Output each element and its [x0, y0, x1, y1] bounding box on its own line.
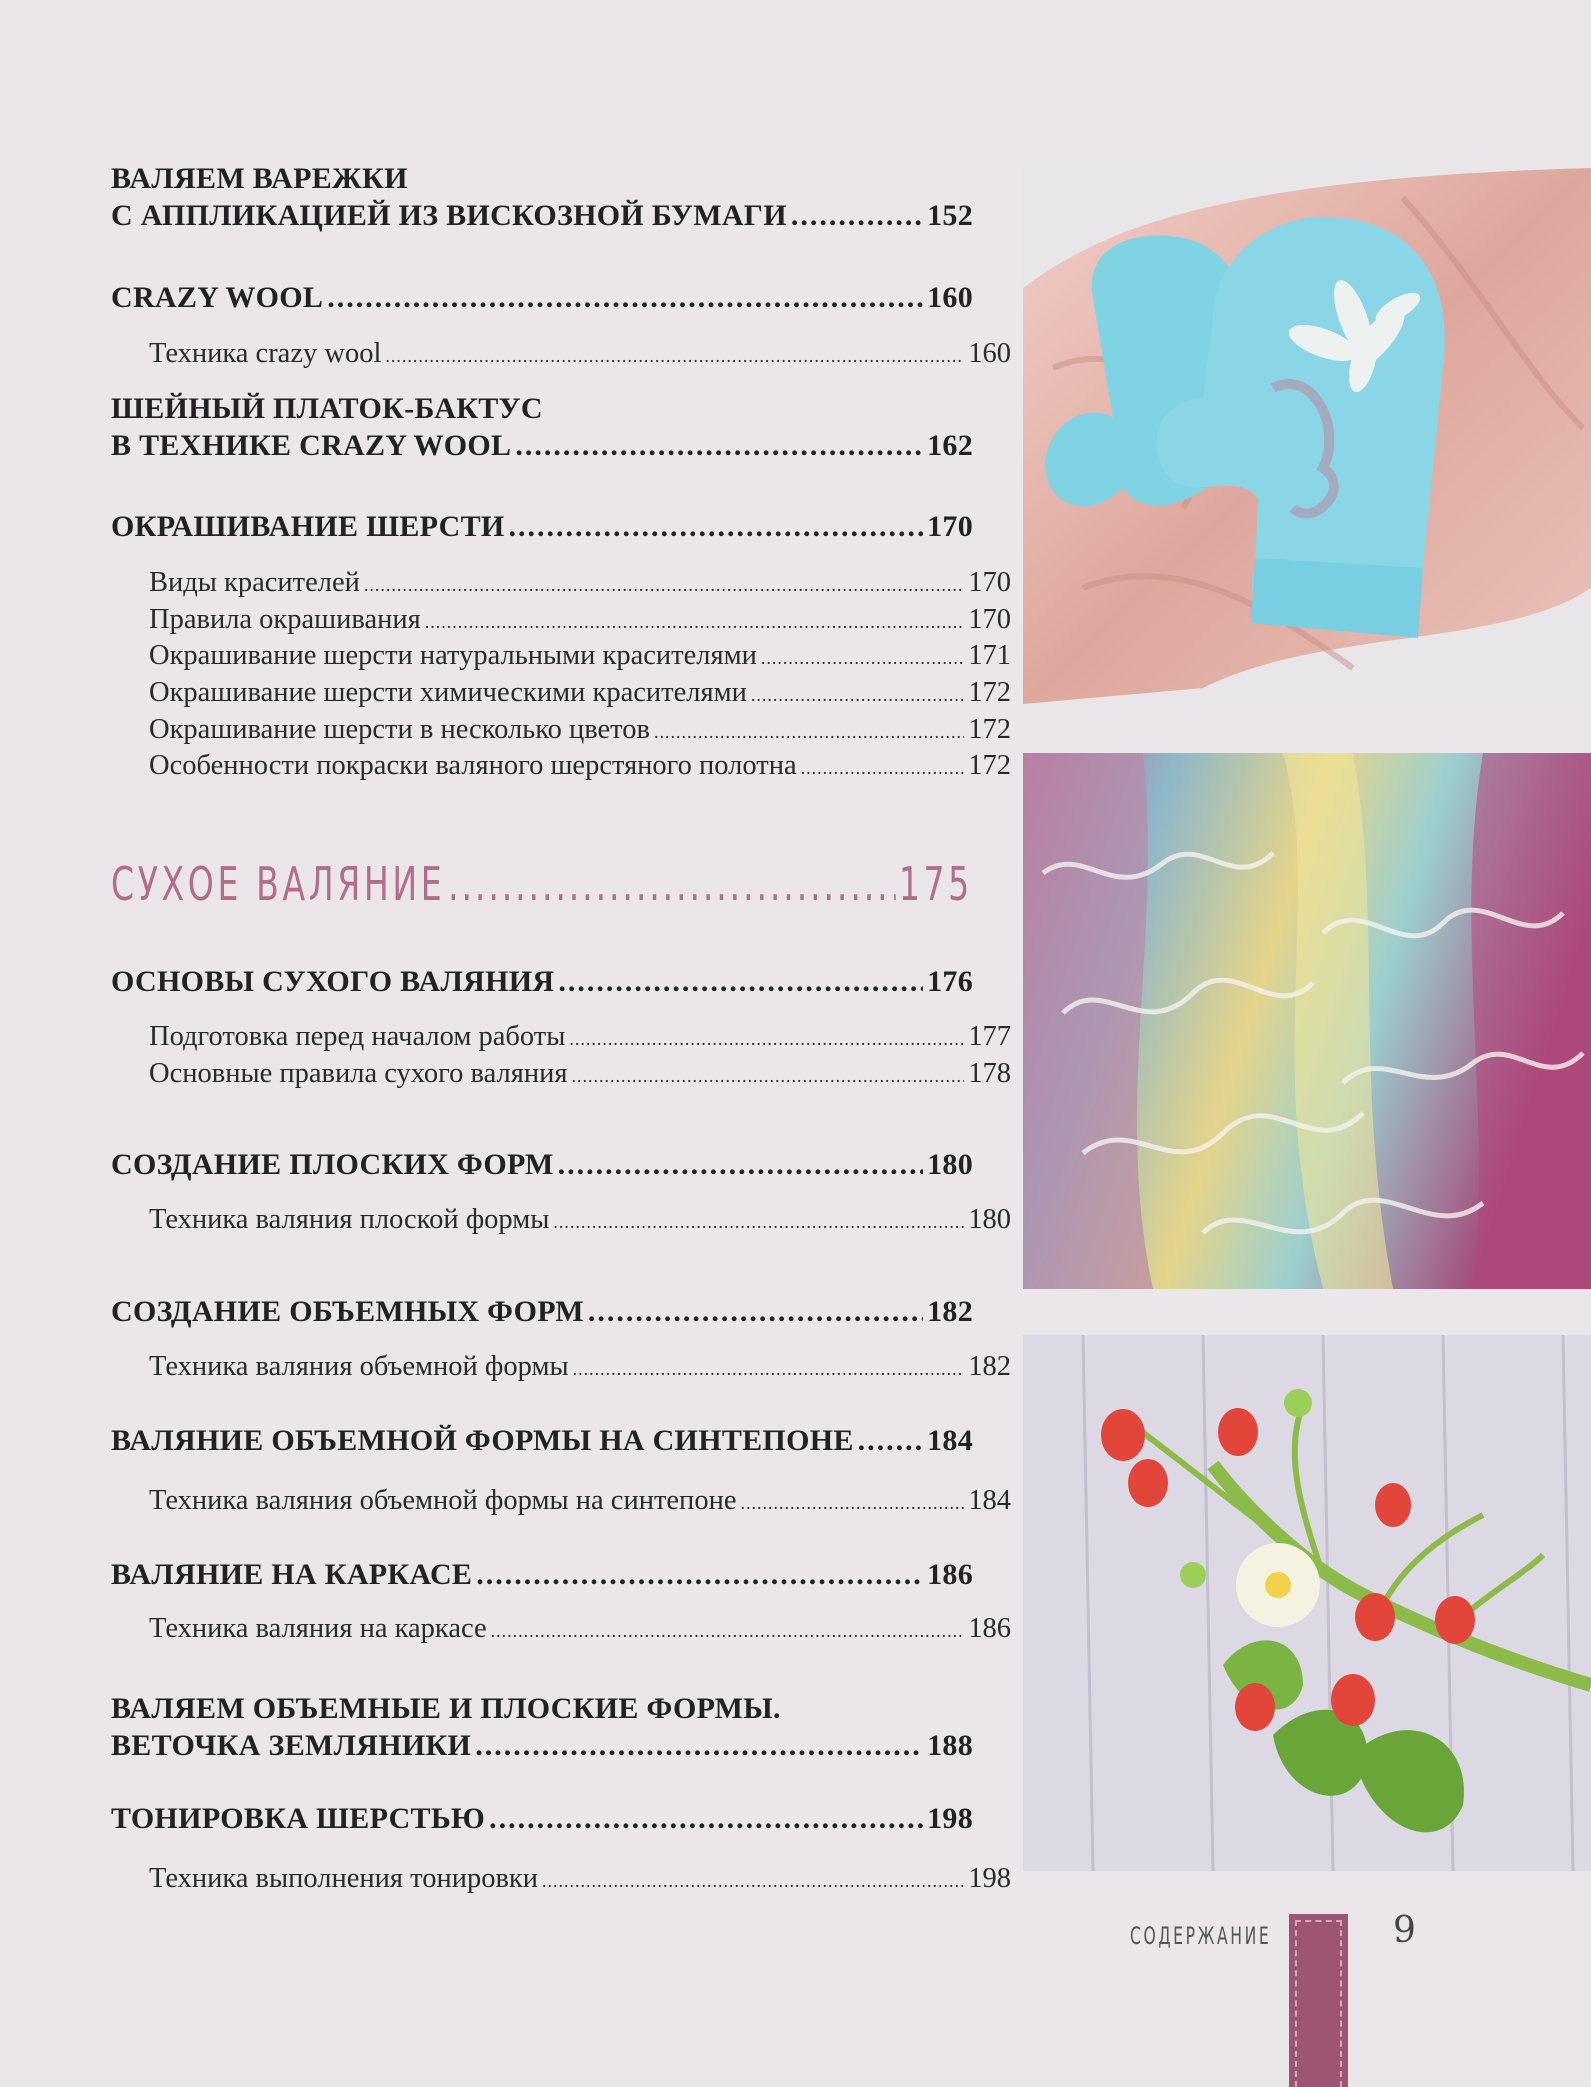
toc-subentry-title: Техника валяния на каркасе [149, 1613, 487, 1644]
toc-entry-title: CRAZY WOOL [111, 281, 324, 314]
dot-leader [425, 604, 965, 641]
toc-subentry-title: Техника crazy wool [149, 338, 382, 369]
dot-leader [791, 197, 923, 234]
toc-subentry[interactable] [111, 1349, 1011, 1388]
dot-leader [491, 1613, 965, 1650]
toc-entry-title: С АППЛИКАЦИЕЙ ИЗ ВИСКОЗНОЙ БУМАГИ [111, 199, 787, 232]
page-number: 175 [898, 857, 973, 911]
toc-entry-title: ВАЛЯЕМ ОБЪЕМНЫЕ И ПЛОСКИЕ ФОРМЫ. [111, 1692, 781, 1725]
toc-entry[interactable] [111, 1556, 973, 1593]
toc-subentry[interactable] [111, 1019, 1011, 1058]
page-number: 160 [927, 281, 973, 314]
section-title: СУХОЕ ВАЛЯНИЕ [111, 857, 446, 911]
page-number: 160 [968, 338, 1011, 369]
dot-leader [364, 567, 964, 604]
dot-leader [448, 856, 896, 912]
page-number: 162 [927, 429, 973, 462]
dot-leader [542, 1863, 964, 1900]
dot-leader [553, 1204, 964, 1241]
toc-entry-title: ОКРАШИВАНИЕ ШЕРСТИ [111, 510, 505, 543]
toc-subentry-title: Правила окрашивания [149, 604, 421, 635]
dot-leader [476, 1556, 923, 1593]
bookmark-tab [1289, 1914, 1348, 2087]
toc-entry[interactable] [111, 160, 973, 234]
toc-subentry[interactable] [111, 675, 1011, 714]
page-number: 170 [968, 604, 1011, 635]
toc-subentry-title: Виды красителей [149, 567, 360, 598]
dot-leader [558, 963, 923, 1000]
mittens-photo [1023, 168, 1591, 704]
toc-entry[interactable] [111, 1800, 973, 1837]
toc-subentry[interactable] [111, 1056, 1011, 1095]
toc-subentry-title: Окрашивание шерсти натуральными красителями [149, 640, 757, 671]
page-number: 177 [968, 1021, 1011, 1052]
dot-leader [569, 1021, 964, 1058]
page-number: 172 [968, 677, 1011, 708]
page-number: 178 [968, 1058, 1011, 1089]
toc-entry-title: ВАЛЯНИЕ ОБЪЕМНОЙ ФОРМЫ НА СИНТЕПОНЕ [111, 1424, 854, 1457]
dot-leader [654, 714, 964, 751]
toc-subentry[interactable] [111, 602, 1011, 641]
strawberry-branch-illustration [1023, 1335, 1591, 1871]
toc-subentry[interactable] [111, 1483, 1011, 1522]
felted-scarf-illustration [1023, 753, 1591, 1289]
toc-subentry[interactable] [111, 565, 1011, 604]
page-number: 171 [968, 640, 1011, 671]
dot-leader [801, 750, 965, 787]
footer-page-number: 9 [1393, 1910, 1416, 1951]
page-number: 172 [968, 714, 1011, 745]
page-number: 186 [927, 1558, 973, 1591]
toc-entry[interactable] [111, 279, 973, 316]
toc-entry-title: ШЕЙНЫЙ ПЛАТОК-БАКТУС [111, 392, 543, 425]
mittens-illustration [1023, 168, 1591, 704]
toc-entry[interactable] [111, 963, 973, 1000]
toc-subentry-title: Подготовка перед началом работы [149, 1021, 566, 1052]
toc-entry[interactable] [111, 508, 973, 545]
toc-entry-title: ОСНОВЫ СУХОГО ВАЛЯНИЯ [111, 965, 555, 998]
page-number: 186 [968, 1613, 1011, 1644]
toc-entry[interactable] [111, 1422, 973, 1459]
toc-subentry[interactable] [111, 1202, 1011, 1241]
toc-entry[interactable] [111, 1146, 973, 1183]
toc-subentry-title: Техника валяния плоской формы [149, 1204, 550, 1235]
dot-leader [858, 1422, 923, 1459]
toc-subentry-title: Основные правила сухого валяния [149, 1058, 568, 1089]
toc-subentry-title: Окрашивание шерсти в несколько цветов [149, 714, 650, 745]
dot-leader [385, 338, 964, 375]
page-number: 184 [927, 1424, 973, 1457]
toc-subentry[interactable] [111, 712, 1011, 751]
dot-leader [751, 677, 964, 714]
dot-leader [515, 427, 923, 464]
toc-entry-title: СОЗДАНИЕ ОБЪЕМНЫХ ФОРМ [111, 1295, 584, 1328]
dot-leader [588, 1293, 923, 1330]
footer-section-label: СОДЕРЖАНИЕ [1130, 1922, 1272, 1950]
dot-leader [509, 508, 924, 545]
toc-entry-title: ВАЛЯЕМ ВАРЕЖКИ [111, 162, 408, 195]
toc-subentry-title: Особенности покраски валяного шерстяного полотна [149, 750, 797, 781]
toc-entry[interactable] [111, 1690, 973, 1764]
toc-entry-title: ВЕТОЧКА ЗЕМЛЯНИКИ [111, 1729, 472, 1762]
toc-entry-title: В ТЕХНИКЕ CRAZY WOOL [111, 429, 512, 462]
page-number: 172 [968, 750, 1011, 781]
toc-entry-title: СОЗДАНИЕ ПЛОСКИХ ФОРМ [111, 1148, 554, 1181]
page-number: 182 [968, 1351, 1011, 1382]
dot-leader [761, 640, 964, 677]
toc-subentry[interactable] [111, 1861, 1011, 1900]
page-number: 182 [927, 1295, 973, 1328]
page-number: 180 [968, 1204, 1011, 1235]
toc-subentry-title: Техника выполнения тонировки [149, 1863, 539, 1894]
dot-leader [489, 1800, 923, 1837]
page-number: 198 [927, 1802, 973, 1835]
toc-entry[interactable] [111, 1293, 973, 1330]
toc-entry[interactable] [111, 390, 973, 464]
dot-leader [571, 1058, 964, 1095]
page-number: 198 [968, 1863, 1011, 1894]
toc-subentry[interactable] [111, 1611, 1011, 1650]
page-number: 176 [927, 965, 973, 998]
page-number: 180 [927, 1148, 973, 1181]
toc-entry-title: ТОНИРОВКА ШЕРСТЬЮ [111, 1802, 486, 1835]
dot-leader [327, 279, 923, 316]
page-number: 170 [927, 510, 973, 543]
toc-subentry-title: Техника валяния объемной формы [149, 1351, 569, 1382]
dot-leader [573, 1351, 965, 1388]
strawberry-branch-photo [1023, 1335, 1591, 1871]
page-number: 170 [968, 567, 1011, 598]
dot-leader [475, 1727, 923, 1764]
toc-entry-title: ВАЛЯНИЕ НА КАРКАСЕ [111, 1558, 473, 1591]
section-heading[interactable] [111, 856, 973, 912]
toc-subentry[interactable] [111, 748, 1011, 787]
toc-subentry[interactable] [111, 638, 1011, 677]
dot-leader [558, 1146, 923, 1183]
felted-scarf-photo [1023, 753, 1591, 1289]
page-number: 188 [927, 1729, 973, 1762]
toc-subentry[interactable] [111, 336, 1011, 375]
toc-subentry-title: Техника валяния объемной формы на синтепоне [149, 1485, 737, 1516]
dot-leader [740, 1485, 964, 1522]
page-number: 152 [927, 199, 973, 232]
toc-subentry-title: Окрашивание шерсти химическими красителями [149, 677, 747, 708]
page-number: 184 [968, 1485, 1011, 1516]
